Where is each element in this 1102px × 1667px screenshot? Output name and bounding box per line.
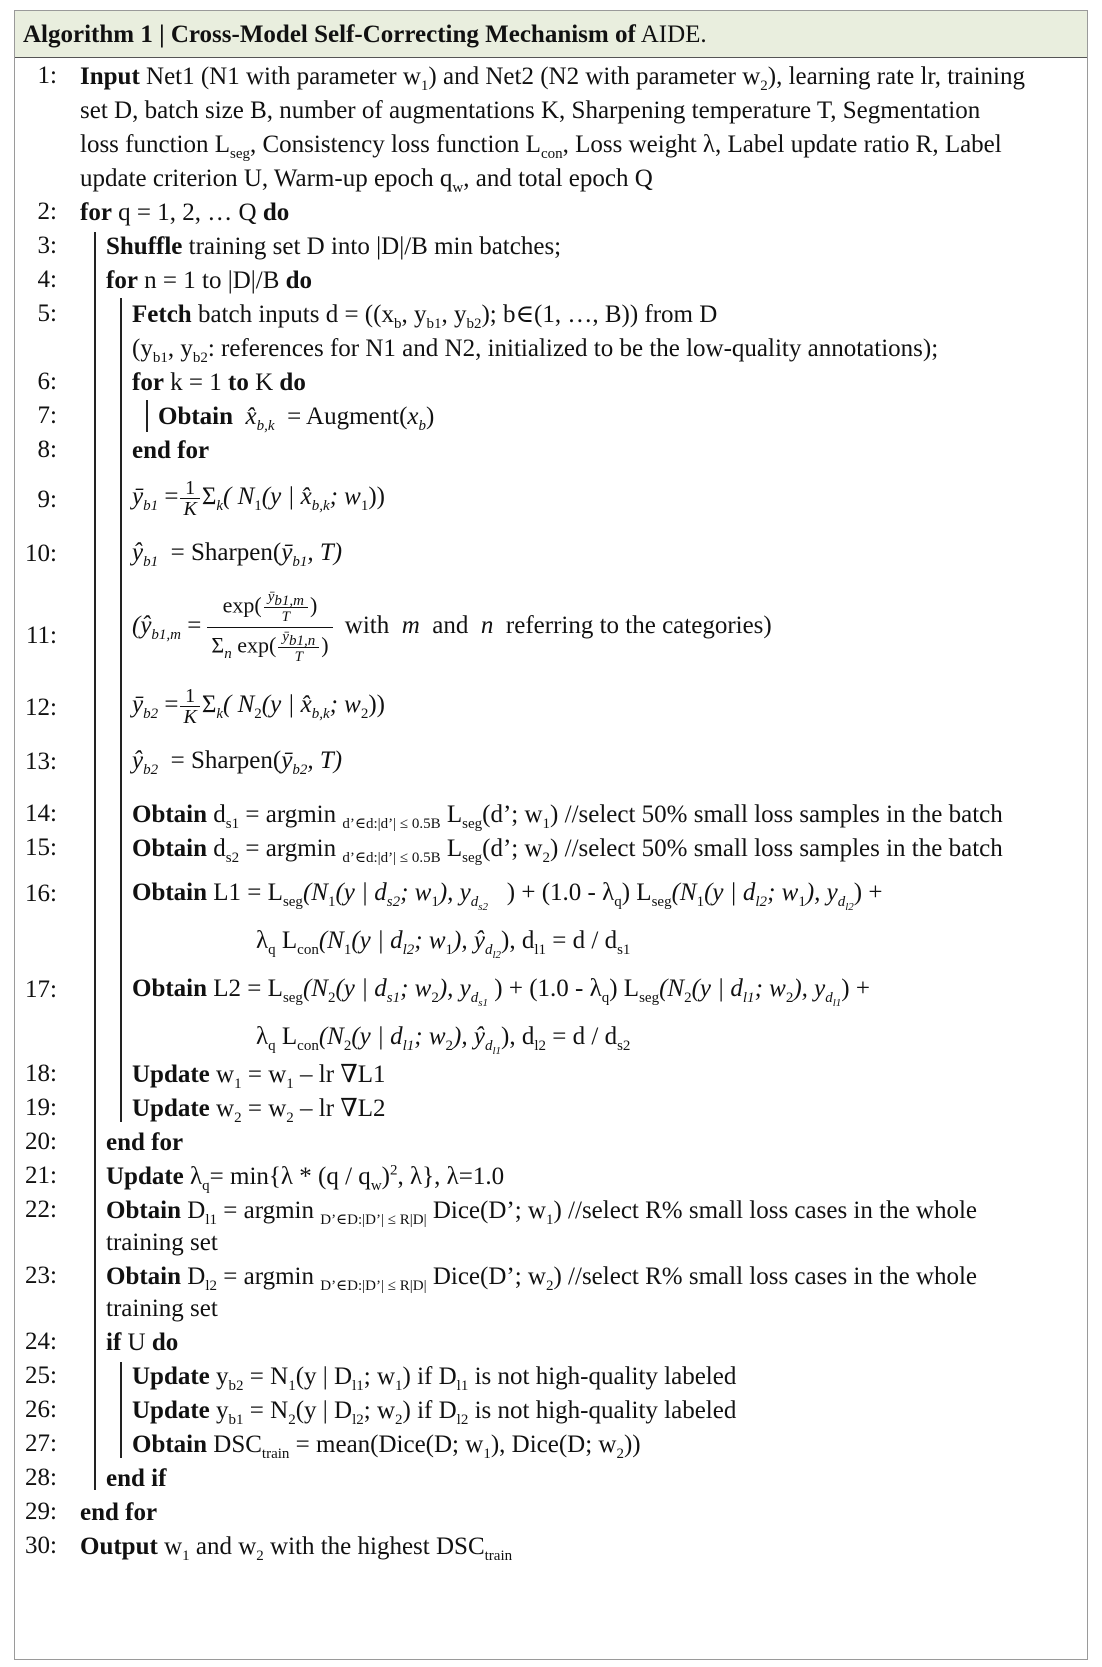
line-15-text: Obtain $d_{s2} = argmin$ $_{d’\in d:|d’| \le 0.5B}$ $L_{seg}(d$’; $w_2$) //select 50% small loss samples in the batch <box>132 835 1003 866</box>
line-1-cont: loss function $L_{seg}$, Consistency loss function $L_{con}$, Loss weight λ, Label update ratio R, Label <box>80 131 1002 162</box>
line-number: 29: <box>25 1498 57 1525</box>
line-5-cont: ($y_{b1}$, $y_{b2}$: references for N1 and N2, initialized to be the low-quality annotations); <box>132 335 939 366</box>
line-17-text: Obtain $L2 = L_{seg}(N_2(y$ | $d_{s1}$; $w_2$), $y_{d_{s1}}$ ) + $(1.0 - \lambda_q)$ $L_{seg}(N_2(y$ | $d_{l1}$; $w_2$), $y_{d_{l1}}$) + <box>132 975 870 1009</box>
line-number: 23: <box>25 1262 57 1289</box>
line-22-text: Obtain $D_{l1} = argmin$ $_{D’\in D:|D’| \le R|D|}$ Dice(D’; $w_1$) //select R% small loss cases in the whole <box>106 1197 978 1228</box>
line-21-text: Update $\lambda_q= \min\{\lambda * (q / q_w)^2$, λ}, λ=1.0 <box>106 1162 505 1194</box>
line-5-text: Fetch batch inputs $d = ((x_b$, $y_{b1}$, $y_{b2}$); b∈(1, …, B)) from D <box>132 301 718 332</box>
line-number: 26: <box>25 1396 57 1423</box>
loop-bar-epoch <box>94 232 96 1490</box>
line-20-text: end for <box>106 1129 184 1156</box>
line-27-text: Obtain $DSC_{train}$ = mean(Dice(D; $w_1$), Dice(D; $w_2$)) <box>132 1431 641 1462</box>
line-number: 1: <box>37 62 57 89</box>
line-8-text: end for <box>132 437 210 464</box>
line-number: 17: <box>25 976 57 1003</box>
line-1-cont: set D, batch size B, number of augmentations K, Sharpening temperature T, Segmentation <box>80 97 981 124</box>
line-number: 8: <box>37 436 57 463</box>
line-2-text: for q = 1, 2, … Q do <box>80 199 290 226</box>
line-23-cont: training set <box>106 1295 218 1322</box>
line-7-text: Obtain $x̂_{b,k}$ = $Augment(x_b)$ <box>158 403 435 434</box>
line-4-text: for n = 1 to |D|/B do <box>106 267 313 294</box>
line-28-text: end if <box>106 1465 167 1492</box>
line-number: 5: <box>37 300 57 327</box>
line-number: 12: <box>25 694 57 721</box>
line-16-cont: $\lambda_q$ $L_{con}(N_1(y$ | $d_{l2}$; $w_1$), $ŷ_{d_{l2}}$), $d_{l1} = d / d_{s1}$ <box>256 927 631 961</box>
line-17-cont: $\lambda_q$ $L_{con}(N_2(y$ | $d_{l1}$; $w_2$), $ŷ_{d_{l1}}$), $d_{l2} = d / d_{s2}$ <box>256 1023 631 1057</box>
line-number: 30: <box>25 1532 57 1559</box>
line-13-text: $ŷ_{b2}$ = $Sharpen(ȳ_{b2}$, T) <box>132 747 343 778</box>
algorithm-title-bar <box>15 11 1087 58</box>
line-number: 21: <box>25 1162 57 1189</box>
line-16-text: Obtain $L1 = L_{seg}(N_1(y$ | $d_{s2}$; $w_1$), $y_{d_{s2}}$ ) + $(1.0 - \lambda_q)$ $L_{seg}(N_1(y$ | $d_{l2}$; $w_1$), $y_{d_{l2}}$) + <box>132 879 883 913</box>
line-26-text: Update $y_{b1} = N_2(y$ | $D_{l2}$; $w_2$) if $D_{l2}$ is not high-quality labeled <box>132 1397 737 1428</box>
line-number: 20: <box>25 1128 57 1155</box>
line-1-cont: update criterion U, Warm-up epoch $q_w$, and total epoch Q <box>80 165 653 196</box>
line-6-text: for k = 1 to K do <box>132 369 306 396</box>
line-30-text: Output $w_1$ and $w_2$ with the highest $DSC_{train}$ <box>80 1533 513 1564</box>
line-number: 25: <box>25 1362 57 1389</box>
line-number: 11: <box>25 622 57 649</box>
line-number: 18: <box>25 1060 57 1087</box>
algorithm-title: Algorithm 1 | Cross-Model Self-Correcting Mechanism of AIDE. <box>23 21 707 48</box>
if-bar <box>120 1362 122 1458</box>
line-number: 19: <box>25 1094 57 1121</box>
line-25-text: Update $y_{b2} = N_1(y$ | $D_{l1}$; $w_1$) if $D_{l1}$ is not high-quality labeled <box>132 1363 737 1394</box>
line-number: 16: <box>25 880 57 907</box>
line-number: 3: <box>37 232 57 259</box>
line-number: 7: <box>37 402 57 429</box>
line-number: 14: <box>25 800 57 827</box>
loop-bar-augment <box>146 400 148 432</box>
line-number: 9: <box>37 486 57 513</box>
line-9-text: $ȳ_{b1}$ = $\frac{1}{K}$ $\Sigma_k$( $N_1(y$ | $x̂_{b,k}$; $w_1$)) <box>132 477 386 520</box>
line-23-text: Obtain $D_{l2} = argmin$ $_{D’\in D:|D’| \le R|D|}$ Dice(D’; $w_2$) //select R% small loss cases in the whole <box>106 1263 978 1294</box>
line-10-text: $ŷ_{b1}$ = $Sharpen(ȳ_{b1}$, T) <box>132 539 343 570</box>
loop-bar-batch <box>120 298 122 1122</box>
line-1-text: Input Net1 (N1 with parameter $w_1$) and Net2 (N2 with parameter $w_2$), learning rate lr, training <box>80 63 1025 94</box>
line-14-text: Obtain $d_{s1} = argmin$ $_{d’\in d:|d’| \le 0.5B}$ $L_{seg}(d$’; $w_1$) //select 50% small loss samples in the batch <box>132 801 1003 832</box>
line-number: 6: <box>37 368 57 395</box>
line-number: 4: <box>37 266 57 293</box>
line-number: 2: <box>37 198 57 225</box>
line-number: 22: <box>25 1196 57 1223</box>
line-19-text: Update $w_2 = w_2$ – lr ∇L2 <box>132 1095 386 1126</box>
line-22-cont: training set <box>106 1229 218 1256</box>
line-number: 24: <box>25 1328 57 1355</box>
line-number: 27: <box>25 1430 57 1457</box>
line-18-text: Update $w_1 = w_1$ – lr ∇L1 <box>132 1061 386 1092</box>
line-number: 13: <box>25 748 57 775</box>
line-3-text: Shuffle training set D into |D|/B min batches; <box>106 233 562 260</box>
line-number: 28: <box>25 1464 57 1491</box>
line-11-text: ($ŷ_{b1,m}$ = exp( $\frac{ȳ_{b1,m}}{T}$ ) $\Sigma_n$ exp( $\frac{ȳ_{b1,n}}{T}$ ) with m and n referring to the categories) <box>132 589 772 665</box>
line-24-text: if U do <box>106 1329 179 1356</box>
line-12-text: $ȳ_{b2}$ = $\frac{1}{K}$ $\Sigma_k$( $N_2(y$ | $x̂_{b,k}$; $w_2$)) <box>132 685 386 728</box>
line-number: 15: <box>25 834 57 861</box>
line-29-text: end for <box>80 1499 158 1526</box>
line-number: 10: <box>25 540 57 567</box>
